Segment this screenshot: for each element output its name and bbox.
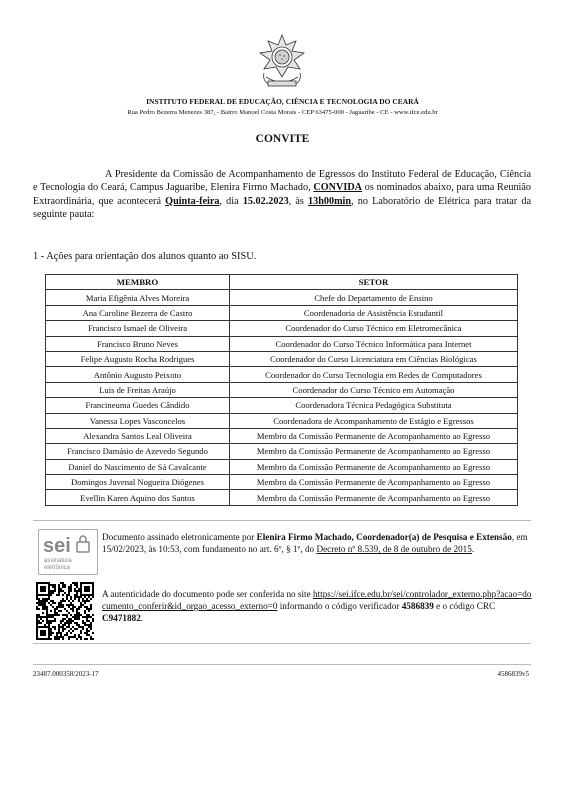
authenticity-statement [102, 588, 534, 624]
member-cell: Evellin Karen Aquino dos Santos [46, 490, 230, 505]
convida-word: CONVIDA [313, 182, 363, 194]
coat-of-arms-emblem [258, 33, 306, 91]
para-text-4: , às [288, 195, 309, 207]
sig-text-2: , em 15/02/2023, às 10:53, com fundamento no art. 6º, § 1º, do [102, 532, 528, 554]
auth-text-3: e o código CRC [433, 601, 496, 611]
member-cell: Felipe Augusto Rocha Rodrigues [46, 351, 230, 366]
sector-cell: Coordenador do Curso Técnico em Eletromecânica [230, 321, 518, 336]
member-cell: Francisco Bruno Neves [46, 336, 230, 351]
column-header-member: MEMBRO [46, 275, 230, 290]
member-cell: Domingos Juvenal Nogueira Diógenes [46, 475, 230, 490]
member-cell: Alexandra Santos Leal Oliveira [46, 428, 230, 443]
table-header-row [46, 275, 518, 290]
sector-cell: Coordenador do Curso Licenciatura em Ciências Biológicas [230, 351, 518, 366]
table-row [46, 290, 518, 305]
table-row [46, 444, 518, 459]
verification-url-link[interactable]: https://sei.ifce.edu.br/sei/controlador_externo.php?acao=documento_conferir&id_orgao_acesso_externo=0 [102, 589, 532, 611]
member-cell: Antônio Augusto Peixoto [46, 367, 230, 382]
sei-signature-logo [38, 529, 98, 575]
member-cell: Luis de Freitas Araújo [46, 382, 230, 397]
table-row [46, 336, 518, 351]
member-cell: Francisco Damásio de Azevedo Segundo [46, 444, 230, 459]
divider [33, 520, 531, 521]
sei-logo-word: sei [43, 535, 71, 557]
table-row [46, 428, 518, 443]
signer-name: Elenira Firmo Machado, Coordenador(a) de Pesquisa e Extensão [256, 532, 512, 542]
member-cell: Daniel do Nascimento de Sá Cavalcante [46, 459, 230, 474]
member-cell: Vanessa Lopes Vasconcelos [46, 413, 230, 428]
sector-cell: Coordenadoria de Assistência Estudantil [230, 305, 518, 320]
signature-statement [102, 531, 534, 555]
institution-address: Rua Pedro Bezerra Menezes 387, - Bairro Manoel Costa Morais - CEP 63475-000 - Jaguaribe - CE - www.ifce.edu.br [127, 109, 438, 116]
table-row [46, 305, 518, 320]
para-text-3: , dia [219, 195, 243, 207]
table-row [46, 490, 518, 505]
sei-logo-sub-2: eletrônica [44, 565, 71, 571]
table-row [46, 398, 518, 413]
table-row [46, 413, 518, 428]
members-table-body [46, 290, 518, 505]
auth-text-2: informando o código verificador [277, 601, 402, 611]
table-row [46, 321, 518, 336]
auth-text-4: . [140, 613, 144, 623]
table-row [46, 351, 518, 366]
institution-name: INSTITUTO FEDERAL DE EDUCAÇÃO, CIÊNCIA E TECNOLOGIA DO CEARÁ [146, 97, 419, 106]
table-row [46, 382, 518, 397]
table-row [46, 459, 518, 474]
para-text-2: os nominados abaixo, para uma Reunião Extraordinária, que acontecerá [33, 182, 531, 207]
divider [33, 643, 531, 644]
decree-link[interactable]: Decreto nº 8.539, de 8 de outubro de 2015 [316, 544, 472, 554]
sector-cell: Membro da Comissão Permanente de Acompanhamento ao Egresso [230, 459, 518, 474]
sector-cell: Coordenador do Curso Técnico em Automação [230, 382, 518, 397]
sector-cell: Chefe do Departamento de Ensino [230, 290, 518, 305]
member-cell: Maria Efigênia Alves Moreira [46, 290, 230, 305]
table-row [46, 475, 518, 490]
para-text-1: A Presidente da Comissão de Acompanhamento de Egressos do Instituto Federal de Educação, Ciência e Tecnologia do Ceará, Campus Jaguaribe, Elenira Firmo Machado, [33, 169, 531, 194]
para-text-5: , no Laboratório de Elétrica para tratar da seguinte pauta: [33, 195, 531, 221]
meeting-weekday: Quinta-feira [165, 195, 220, 207]
sector-cell: Membro da Comissão Permanente de Acompanhamento ao Egresso [230, 490, 518, 505]
divider [33, 664, 531, 665]
meeting-date: 15.02.2023 [242, 195, 289, 207]
document-title: CONVITE [255, 133, 310, 145]
auth-text-1: A autenticidade do documento pode ser conferida no site [102, 589, 313, 599]
sector-cell: Membro da Comissão Permanente de Acompanhamento ao Egresso [230, 428, 518, 443]
invitation-paragraph [33, 168, 531, 222]
table-row [46, 367, 518, 382]
sector-cell: Coordenador do Curso Técnico Informática para Internet [230, 336, 518, 351]
sector-cell: Coordenador do Curso Tecnologia em Redes de Computadores [230, 367, 518, 382]
sector-cell: Coordenadora Técnica Pedagógica Substituta [230, 398, 518, 413]
verifier-code: 4586839 [401, 601, 434, 611]
member-cell: Francineuma Guedes Cândido [46, 398, 230, 413]
process-number: 23487.000358/2023-17 [33, 670, 99, 678]
sei-logo-graphic [39, 530, 97, 574]
sig-text-3: . [471, 544, 475, 554]
column-header-sector: SETOR [230, 275, 518, 290]
member-cell: Francisco Ismael de Oliveira [46, 321, 230, 336]
sector-cell: Membro da Comissão Permanente de Acompanhamento ao Egresso [230, 444, 518, 459]
qr-code [36, 582, 94, 640]
document-id: 4586839v5 [497, 670, 529, 678]
sector-cell: Membro da Comissão Permanente de Acompanhamento ao Egresso [230, 475, 518, 490]
sei-logo-sub-1: assinatura [44, 558, 72, 564]
crc-code: C9471882 [102, 613, 141, 623]
sector-cell: Coordenadora de Acompanhamento de Estágio e Egressos [230, 413, 518, 428]
meeting-time: 13h00min [308, 195, 352, 207]
sig-text-1: Documento assinado eletronicamente por [102, 532, 257, 542]
members-table [45, 274, 518, 506]
agenda-item: 1 - Ações para orientação dos alunos quanto ao SISU. [33, 251, 257, 262]
member-cell: Ana Caroline Bezerra de Castro [46, 305, 230, 320]
